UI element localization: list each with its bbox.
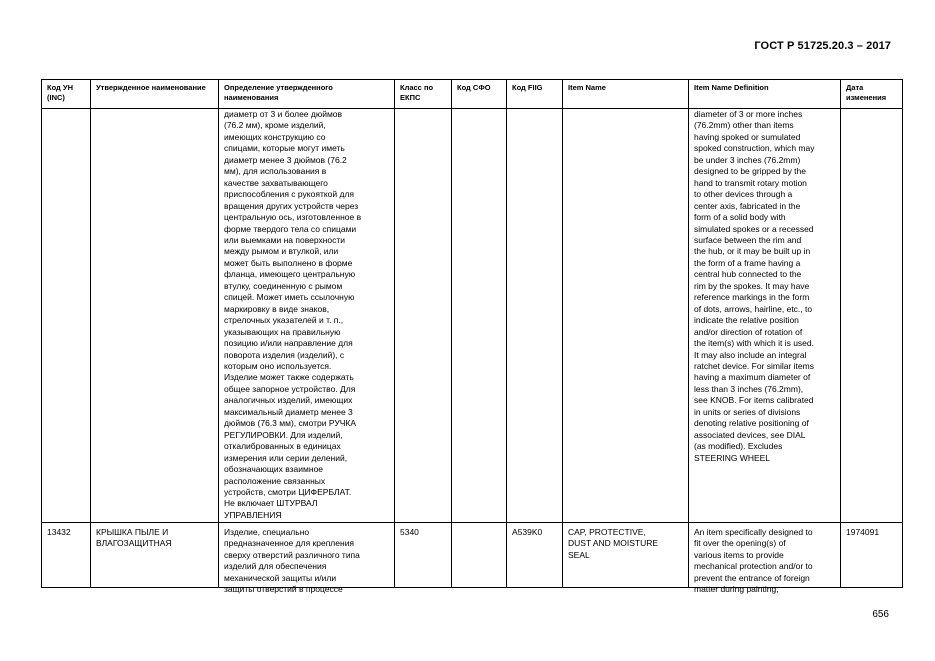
table-row <box>42 109 903 523</box>
page-number: 656 <box>872 609 889 620</box>
cell-definition-ru <box>219 523 395 595</box>
cell-approved-name: КРЫШКА ПЫЛЕ И ВЛАГОЗАЩИТНАЯ <box>91 523 219 588</box>
cell-sfo <box>452 109 507 523</box>
column-header-class: Класс по ЕКПС <box>395 80 452 109</box>
column-header-item-name: Item Name <box>563 80 689 109</box>
definition-en-text: An item specifically designed to fit over the opening(s) of various items to provide mechanical protection and/or to prevent the entrance of foreign matter during painting, <box>694 527 813 595</box>
cell-inc: 13432 <box>42 523 91 588</box>
cell-definition-en: diameter of 3 or more inches (76.2mm) other than items having spoked or sumulated spoked construction, which may be under 3 inches (76.2mm) designed to be gripped by the hand to transmit rotary motion to other devices through a center axis, fabricated in the form of a solid body with simulated spokes or a recessed surface between the rim and the hub, or it may be built up in the form of a frame having a central hub connected to the rim by the spokes. It may have reference markings in the form of dots, arrows, hairline, etc., to indicate the relative position and/or direction of rotation of the item(s) with which it is used. It may also include an integral ratchet device. For similar items having a maximum diameter of less than 3 inches (76.2mm), see KNOB. For items calibrated in units or series of divisions denoting relative positioning of associated devices, see DIAL (as modified). Excludes STEERING WHEEL <box>689 109 841 523</box>
nomenclature-table <box>41 79 903 595</box>
column-header-change-date: Дата изменения <box>841 80 903 109</box>
column-header-inc: Код УН (INC) <box>42 80 91 109</box>
cell-fiig: A539K0 <box>507 523 563 588</box>
table-row <box>42 523 903 588</box>
column-header-item-name-definition: Item Name Definition <box>689 80 841 109</box>
cell-item-name: CAP, PROTECTIVE, DUST AND MOISTURE SEAL <box>563 523 689 588</box>
cell-definition-en <box>689 523 841 595</box>
cell-sfo <box>452 523 507 588</box>
cell-fiig <box>507 109 563 523</box>
definition-ru-text: Изделие, специально предназначенное для крепления сверху отверстий различного типа изделий для обеспечения механической защиты и/или защиты отверстий в процессе <box>224 527 360 595</box>
cell-inc <box>42 109 91 523</box>
cell-class <box>395 109 452 523</box>
cell-change-date: 1974091 <box>841 523 903 588</box>
column-header-approved-name: Утвержденное наименование <box>91 80 219 109</box>
cell-approved-name <box>91 109 219 523</box>
column-header-fiig: Код FIIG <box>507 80 563 109</box>
column-header-sfo: Код СФО <box>452 80 507 109</box>
cell-definition-ru: диаметр от 3 и более дюймов (76.2 мм), кроме изделий, имеющих конструкцию со спицами, которые могут иметь диаметр менее 3 дюймов (76.2 мм), для использования в качестве захватывающего приспособления с рукояткой для вращения других устройств через центральную ось, изготовленное в форме твердого тела со спицами или выемками на поверхности между рымом и втулкой, или может быть выполнено в форме фланца, имеющего центральную втулку, соединенную с рымом спицей. Может иметь ссылочную маркировку в виде знаков, стрелочных указателей и т. п., указывающих на правильную позицию и/или направление для поворота изделия (изделий), с которым оно используется. Изделие может также содержать общее запорное устройство. Для аналогичных изделий, имеющих максимальный диаметр менее 3 дюймов (76.3 мм), смотри РУЧКА РЕГУЛИРОВКИ. Для изделий, откалиброванных в единицах измерения или серии делений, обозначающих взаимное расположение связанных устройств, смотри ЦИФЕРБЛАТ. Не включает ШТУРВАЛ УПРАВЛЕНИЯ <box>219 109 395 523</box>
document-code: ГОСТ Р 51725.20.3 – 2017 <box>754 40 891 52</box>
column-header-definition-ru: Определение утвержденного наименования <box>219 80 395 109</box>
cell-item-name <box>563 109 689 523</box>
cell-change-date <box>841 109 903 523</box>
table-header-row <box>42 80 903 109</box>
cell-class: 5340 <box>395 523 452 588</box>
